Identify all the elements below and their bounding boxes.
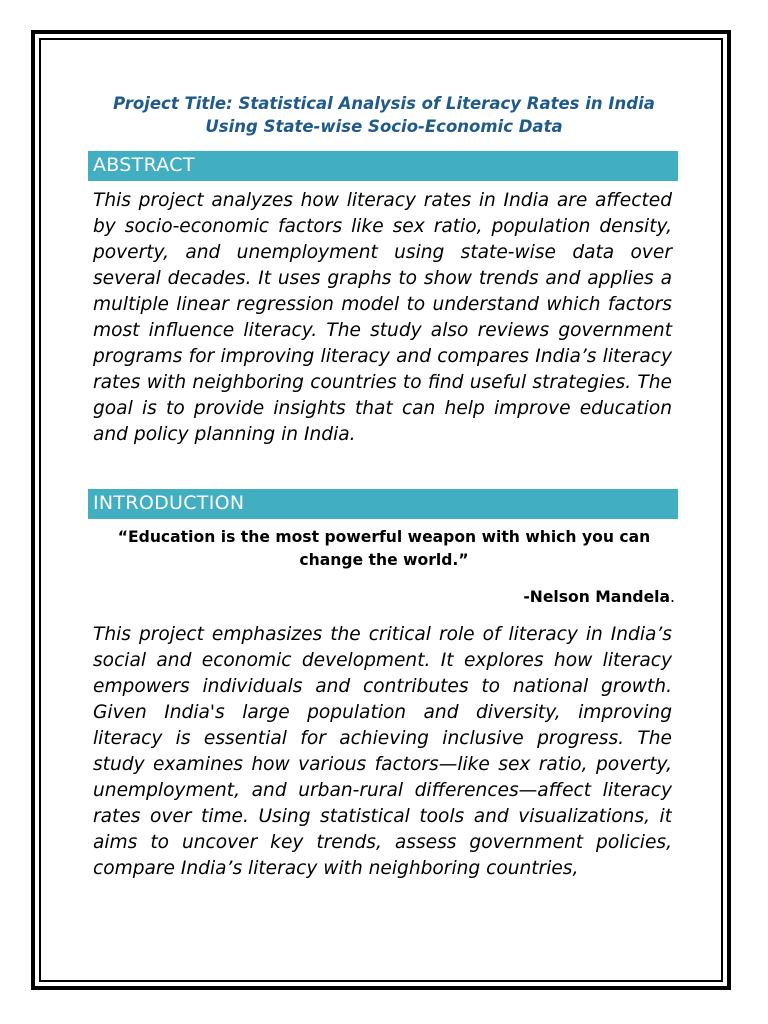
abstract-heading: ABSTRACT (88, 151, 678, 181)
attribution-period: . (670, 588, 675, 606)
introduction-heading: INTRODUCTION (88, 489, 678, 519)
quote: “Education is the most powerful weapon with which you can change the world.” (117, 528, 651, 569)
attribution-name: -Nelson Mandela (523, 588, 671, 606)
abstract-paragraph: This project analyzes how literacy rates in India are affected by socio-economic factors like sex ratio, population density, poverty, and unemployment using state-wise data over several decades. It uses graphs to show trends and applies a multiple linear regression model to understand which factors most influence literacy. The study also reviews government programs for improving literacy and compares India’s literacy rates with neighboring countries to find useful strategies. The goal is to provide insights that can help improve education and policy planning in India. (93, 190, 672, 445)
introduction-paragraph: This project emphasizes the critical role of literacy in India’s social and economic development. It explores how literacy empowers individuals and contributes to national growth. Given India's large population and diversity, improving literacy is essential for achieving inclusive progress. The study examines how various factors—like sex ratio, poverty, unemployment, and urban-rural differences—affect literacy rates over time. Using statistical tools and visualizations, it aims to uncover key trends, assess government policies, compare India’s literacy with neighboring countries, (93, 624, 672, 879)
quote-attribution (93, 586, 675, 609)
project-title: Project Title: Statistical Analysis of Literacy Rates in India Using State-wise Socio-Economic Data (113, 94, 655, 136)
